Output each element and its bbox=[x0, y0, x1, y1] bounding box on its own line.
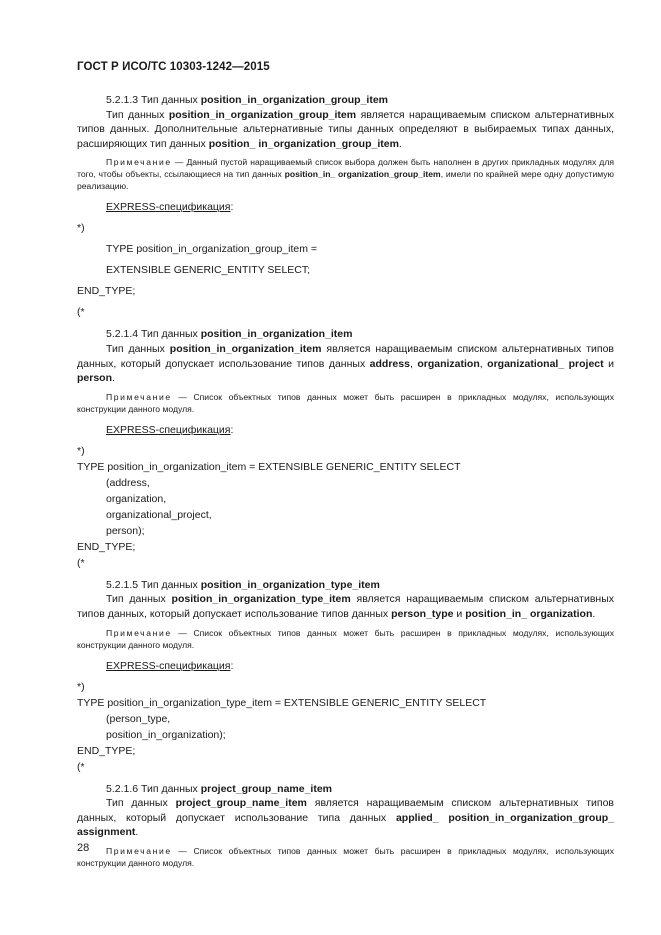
code-end-type: END_TYPE; bbox=[77, 744, 136, 757]
section-heading-5-2-1-6: 5.2.1.6 Тип данных project_group_name_item bbox=[106, 782, 333, 795]
note-5-2-1-4: Примечание — Список объектных типов данных может быть расширен в прикладных модулях, использующих конструкции данного модуля. bbox=[77, 391, 614, 414]
express-label: EXPRESS-спецификация: bbox=[106, 659, 234, 672]
code-open-comment: *) bbox=[77, 222, 85, 235]
express-label: EXPRESS-спецификация: bbox=[106, 423, 234, 436]
code-type-line: TYPE position_in_organization_item = EXTENSIBLE GENERIC_ENTITY SELECT bbox=[77, 460, 461, 473]
code-end-type: END_TYPE; bbox=[77, 540, 136, 553]
section-heading-5-2-1-5: 5.2.1.5 Тип данных position_in_organization_type_item bbox=[106, 578, 380, 591]
section-heading-5-2-1-4: 5.2.1.4 Тип данных position_in_organization_item bbox=[106, 328, 353, 341]
code-select-item: organization, bbox=[106, 492, 167, 505]
document-body bbox=[77, 93, 614, 869]
section-heading-5-2-1-3: 5.2.1.3 Тип данных position_in_organization_group_item bbox=[106, 94, 388, 106]
section-paragraph-5-2-1-5: Тип данных position_in_organization_type_item является наращиваемым списком альтернативных типов данных, который допускает использование типов данных person_type и position_in_ organization. bbox=[77, 593, 614, 620]
code-open-comment: *) bbox=[77, 444, 85, 457]
code-close-comment: (* bbox=[77, 556, 85, 569]
note-5-2-1-6: Примечание — Список объектных типов данных может быть расширен в прикладных модулях, использующих конструкции данного модуля. bbox=[77, 845, 614, 868]
section-paragraph-5-2-1-6: Тип данных project_group_name_item является наращиваемым списком альтернативных типов данных, который допускает использование типа данных applied_ position_in_organization_group_ assignment. bbox=[77, 797, 614, 839]
code-select-item: (address, bbox=[106, 476, 150, 489]
code-select-item: (person_type, bbox=[106, 712, 171, 725]
code-type-line: TYPE position_in_organization_type_item = EXTENSIBLE GENERIC_ENTITY SELECT bbox=[77, 696, 487, 709]
note-5-2-1-5: Примечание — Список объектных типов данных может быть расширен в прикладных модулях, использующих конструкции данного модуля. bbox=[77, 627, 614, 650]
page-number: 28 bbox=[77, 842, 90, 854]
express-label: EXPRESS-спецификация: bbox=[106, 201, 234, 214]
code-select-item: position_in_organization); bbox=[106, 728, 226, 741]
code-open-comment: *) bbox=[77, 680, 85, 693]
standard-header: ГОСТ Р ИСО/ТС 10303-1242—2015 bbox=[77, 61, 270, 73]
code-end-type: END_TYPE; bbox=[77, 285, 136, 298]
code-select-item: organizational_project, bbox=[106, 508, 212, 521]
section-paragraph-5-2-1-3: Тип данных position_in_organization_group_item является наращиваемым списком альтернативных типов данных. Дополнительные альтернативные типы данных определяют в выбираемых типах данных, расширяющих тип данных position_ in_organization_group_item. bbox=[77, 108, 615, 150]
code-type-line: TYPE position_in_organization_group_item = bbox=[106, 243, 318, 256]
code-close-comment: (* bbox=[77, 306, 85, 319]
code-close-comment: (* bbox=[77, 760, 85, 773]
note-5-2-1-3: Примечание — Данный пустой наращиваемый список выбора должен быть наполнен в других прикладных модулях для того, чтобы объекты, ссылающиеся на тип данных position_in_ organization_group_item, имели по крайней мере одну допустимую реализацию. bbox=[77, 157, 614, 192]
code-select-item: person); bbox=[106, 524, 145, 537]
code-select-line: EXTENSIBLE GENERIC_ENTITY SELECT; bbox=[106, 264, 311, 277]
section-paragraph-5-2-1-4: Тип данных position_in_organization_item является наращиваемым списком альтернативных типов данных, который допускает использование типов данных address, organization, organizational_ project и person. bbox=[77, 342, 614, 385]
